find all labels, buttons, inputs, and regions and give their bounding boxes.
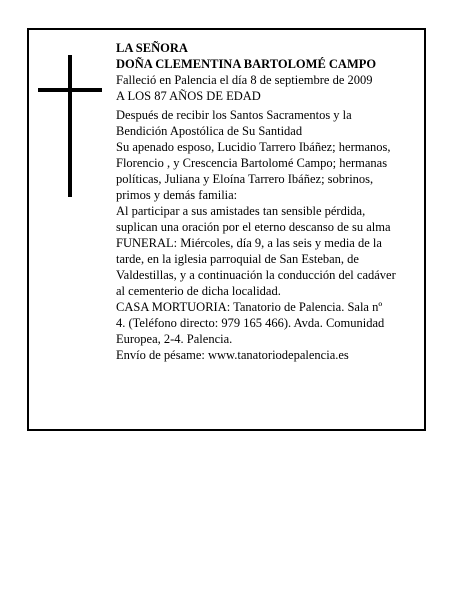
mortuary-line-2: 4. (Teléfono directo: 979 165 466). Avda. Comunidad bbox=[116, 316, 385, 330]
family-line-2: Florencio , y Crescencia Bartolomé Campo; hermanas bbox=[116, 156, 388, 170]
cross-vertical-bar bbox=[68, 55, 72, 197]
funeral-line-4: al cementerio de dicha localidad. bbox=[116, 284, 281, 298]
funeral-line-3: Valdestillas, y a continuación la conducción del cadáver bbox=[116, 268, 396, 282]
age-line: A LOS 87 AÑOS DE EDAD bbox=[116, 89, 261, 103]
family-line-3: políticas, Juliana y Eloína Tarrero Ibáñez; sobrinos, bbox=[116, 172, 374, 186]
prayer-line-2: suplican una oración por el eterno descanso de su alma bbox=[116, 220, 391, 234]
funeral-line-1: FUNERAL: Miércoles, día 9, a las seis y media de la bbox=[116, 236, 382, 250]
sacraments-line-2: Bendición Apostólica de Su Santidad bbox=[116, 124, 303, 138]
mortuary-line-1: CASA MORTUORIA: Tanatorio de Palencia. Sala nº bbox=[116, 300, 383, 314]
funeral-line-2: tarde, en la iglesia parroquial de San Esteban, de bbox=[116, 252, 359, 266]
prayer-line-1: Al participar a sus amistades tan sensible pérdida, bbox=[116, 204, 366, 218]
notice-text bbox=[116, 40, 422, 363]
family-line-1: Su apenado esposo, Lucidio Tarrero Ibáñez; hermanos, bbox=[116, 140, 391, 154]
deceased-name: DOÑA CLEMENTINA BARTOLOMÉ CAMPO bbox=[116, 57, 377, 71]
obituary-notice bbox=[27, 28, 426, 431]
notice-title: LA SEÑORA bbox=[116, 41, 188, 55]
family-line-4: primos y demás familia: bbox=[116, 188, 238, 202]
mortuary-line-3: Europea, 2-4. Palencia. bbox=[116, 332, 233, 346]
cross-horizontal-bar bbox=[38, 88, 102, 92]
death-date-line: Falleció en Palencia el día 8 de septiembre de 2009 bbox=[116, 73, 373, 87]
condolence-line: Envío de pésame: www.tanatoriodepalencia.es bbox=[116, 348, 349, 362]
sacraments-line-1: Después de recibir los Santos Sacramentos y la bbox=[116, 108, 352, 122]
